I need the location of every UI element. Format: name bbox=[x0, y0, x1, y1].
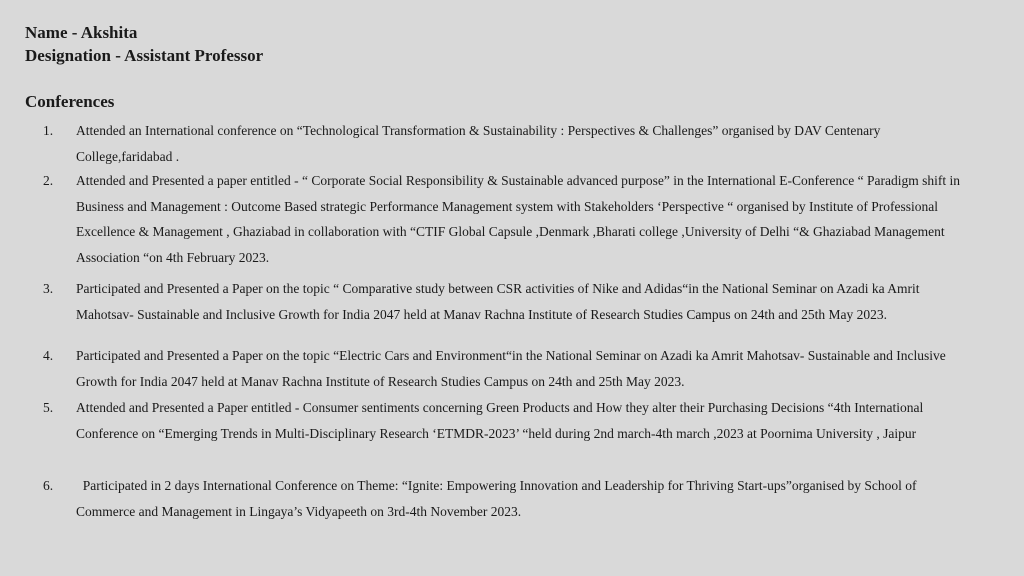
list-item-text: Participated and Presented a Paper on the topic “Electric Cars and Environment“in the National Seminar on Azadi ka Amrit Mahotsav- Sustainable and Inclusive Growth for India 2047 held at Manav Rachna Institute of Research Studies Campus on 24th and 25th May 2023. bbox=[76, 348, 946, 389]
list-item-number: 5. bbox=[43, 400, 54, 415]
section-title: Conferences bbox=[25, 92, 115, 111]
list-item-number: 4. bbox=[43, 348, 54, 363]
list-item-text: Participated and Presented a Paper on the topic “ Comparative study between CSR activities of Nike and Adidas“in the National Seminar on Azadi ka Amrit Mahotsav- Sustainable and Inclusive Growth for India 2047 held at Manav Rachna Institute of Research Studies Campus on 24th and 25th May 2023. bbox=[76, 281, 920, 322]
list-item-number: 1. bbox=[43, 123, 54, 138]
list-item-text: Attended an International conference on “Technological Transformation & Sustainability : Perspectives & Challenges” organised by DAV Centenary College,faridabad . bbox=[76, 123, 881, 164]
header bbox=[25, 21, 263, 67]
list-item-text: Attended and Presented a Paper entitled - Consumer sentiments concerning Green Products and How they alter their Purchasing Decisions “4th International Conference on “Emerging Trends in Multi-Disciplinary Research ‘ETMDR-2023’ “held during 2nd march-4th march ,2023 at Poornima University , Jaipur bbox=[76, 400, 924, 441]
name-line: Name - Akshita bbox=[25, 23, 138, 42]
designation-line: Designation - Assistant Professor bbox=[25, 46, 264, 65]
list-item-text: Attended and Presented a paper entitled - “ Corporate Social Responsibility & Sustainable advanced purpose” in the International E-Conference “ Paradigm shift in Business and Management : Outcome Based strategic Performance Management system with Stakeholders ‘Perspective “ organised by Institute of Professional Excellence & Management , Ghaziabad in collaboration with “CTIF Global Capsule ,Denmark ,Bharati college ,University of Delhi “& Ghaziabad Management Association “on 4th February 2023. bbox=[76, 173, 960, 265]
list-item-number: 2. bbox=[43, 173, 54, 188]
list-item-text: Participated in 2 days International Conference on Theme: “Ignite: Empowering Innovation and Leadership for Thriving Start-ups”organised by School of Commerce and Management in Lingaya’s Vidyapeeth on 3rd-4th November 2023. bbox=[76, 478, 920, 519]
list-item-number: 3. bbox=[43, 281, 54, 296]
list-item-number: 6. bbox=[43, 478, 54, 493]
